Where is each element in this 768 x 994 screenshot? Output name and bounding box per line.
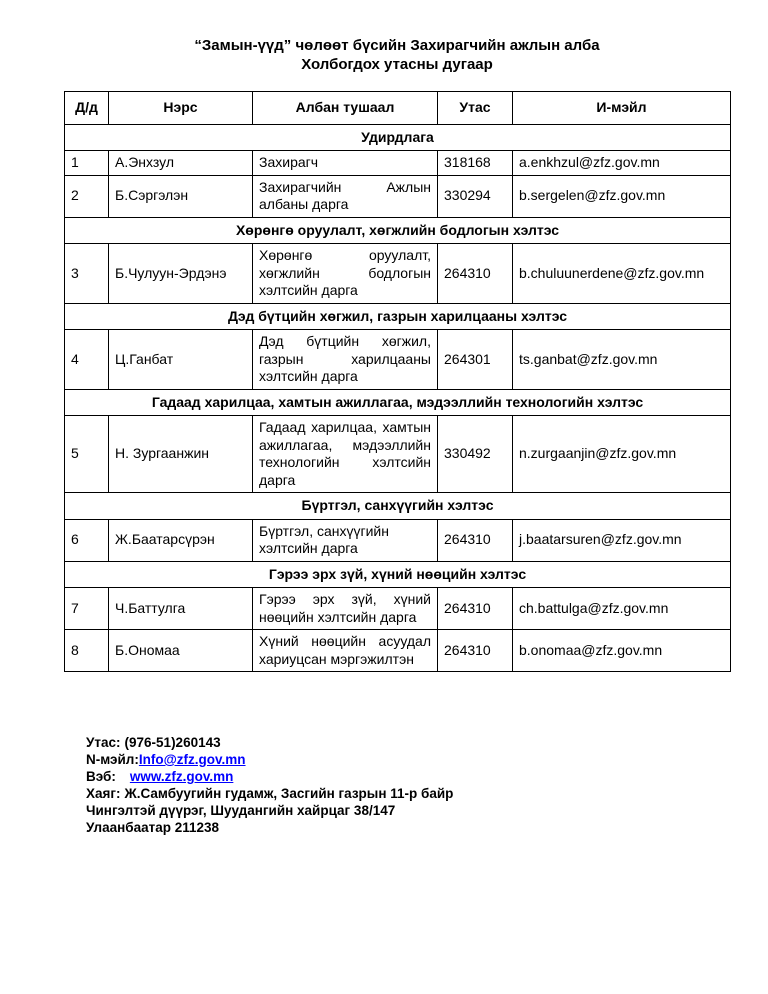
cell-email: ch.battulga@zfz.gov.mn bbox=[513, 588, 731, 630]
footer-phone-label: Утас: bbox=[86, 735, 121, 750]
table-header-row bbox=[65, 92, 731, 125]
cell-email: b.onomaa@zfz.gov.mn bbox=[513, 630, 731, 672]
cell-email: ts.ganbat@zfz.gov.mn bbox=[513, 330, 731, 390]
contacts-table bbox=[64, 91, 731, 672]
cell-phone: 264310 bbox=[438, 630, 513, 672]
cell-phone: 264310 bbox=[438, 244, 513, 304]
table-row bbox=[65, 519, 731, 561]
table-row bbox=[65, 175, 731, 217]
cell-name: Н. Зургаанжин bbox=[109, 416, 253, 493]
column-header-phone: Утас bbox=[438, 92, 513, 125]
cell-name: Ч.Баттулга bbox=[109, 588, 253, 630]
footer-phone-value: (976-51)260143 bbox=[124, 735, 221, 750]
cell-position: Гэрээ эрх зүй, хүний нөөцийн хэлтсийн дарга bbox=[253, 588, 438, 630]
cell-phone: 264310 bbox=[438, 519, 513, 561]
cell-position: Захирагчийн Ажлын албаны дарга bbox=[253, 175, 438, 217]
cell-name: Ж.Баатарсүрэн bbox=[109, 519, 253, 561]
cell-phone: 264310 bbox=[438, 588, 513, 630]
cell-phone: 318168 bbox=[438, 151, 513, 176]
section-title: Гадаад харилцаа, хамтын ажиллагаа, мэдээллийн технологийн хэлтэс bbox=[65, 389, 731, 416]
footer-web-link[interactable]: www.zfz.gov.mn bbox=[129, 769, 234, 784]
cell-email: b.sergelen@zfz.gov.mn bbox=[513, 175, 731, 217]
cell-position: Хүний нөөцийн асуудал хариуцсан мэргэжилтэн bbox=[253, 630, 438, 672]
section-header-row bbox=[65, 389, 731, 416]
footer-address-label: Хаяг: bbox=[86, 786, 121, 801]
cell-number: 6 bbox=[65, 519, 109, 561]
footer-address-line-1 bbox=[86, 785, 730, 802]
section-header-row bbox=[65, 561, 731, 588]
footer-email-line bbox=[86, 751, 730, 768]
section-title: Гэрээ эрх зүй, хүний нөөцийн хэлтэс bbox=[65, 561, 731, 588]
cell-number: 2 bbox=[65, 175, 109, 217]
cell-position: Хөрөнгө оруулалт, хөгжлийн бодлогын хэлтсийн дарга bbox=[253, 244, 438, 304]
title-line-2: Холбогдох утасны дугаар bbox=[301, 56, 493, 73]
cell-number: 5 bbox=[65, 416, 109, 493]
cell-email: n.zurgaanjin@zfz.gov.mn bbox=[513, 416, 731, 493]
cell-email: a.enkhzul@zfz.gov.mn bbox=[513, 151, 731, 176]
cell-phone: 330492 bbox=[438, 416, 513, 493]
cell-name: А.Энхзул bbox=[109, 151, 253, 176]
footer-address-line-3: Улаанбаатар 211238 bbox=[86, 820, 220, 835]
section-header-row bbox=[65, 303, 731, 330]
section-title: Удирдлага bbox=[65, 124, 731, 151]
section-title: Бүртгэл, санхүүгийн хэлтэс bbox=[65, 493, 731, 520]
cell-name: Б.Чулуун-Эрдэнэ bbox=[109, 244, 253, 304]
document-content bbox=[64, 0, 730, 836]
table-row bbox=[65, 588, 731, 630]
section-header-row bbox=[65, 217, 731, 244]
column-header-email: И-мэйл bbox=[513, 92, 731, 125]
cell-number: 4 bbox=[65, 330, 109, 390]
footer-web-label: Вэб: bbox=[86, 769, 116, 784]
footer-address-line-2: Чингэлтэй дүүрэг, Шуудангийн хайрцаг 38/147 bbox=[86, 803, 396, 818]
table-row bbox=[65, 416, 731, 493]
section-title: Хөрөнгө оруулалт, хөгжлийн бодлогын хэлтэс bbox=[65, 217, 731, 244]
cell-name: Б.Сэргэлэн bbox=[109, 175, 253, 217]
cell-name: Б.Ономаа bbox=[109, 630, 253, 672]
cell-number: 1 bbox=[65, 151, 109, 176]
contact-footer bbox=[64, 734, 730, 836]
table-row bbox=[65, 151, 731, 176]
column-header-name: Нэрс bbox=[109, 92, 253, 125]
section-header-row bbox=[65, 493, 731, 520]
footer-address-value: Ж.Самбуугийн гудамж, Засгийн газрын 11-р байр bbox=[124, 786, 454, 801]
footer-email-label: N-мэйл: bbox=[86, 752, 139, 767]
footer-email-link[interactable]: Info@zfz.gov.mn bbox=[138, 752, 246, 767]
cell-number: 8 bbox=[65, 630, 109, 672]
table-row bbox=[65, 244, 731, 304]
table-row bbox=[65, 330, 731, 390]
cell-number: 3 bbox=[65, 244, 109, 304]
cell-phone: 264301 bbox=[438, 330, 513, 390]
cell-position: Захирагч bbox=[253, 151, 438, 176]
cell-phone: 330294 bbox=[438, 175, 513, 217]
footer-phone-line bbox=[86, 734, 730, 751]
section-header-row bbox=[65, 124, 731, 151]
column-header-position: Албан тушаал bbox=[253, 92, 438, 125]
cell-position: Бүртгэл, санхүүгийн хэлтсийн дарга bbox=[253, 519, 438, 561]
cell-position: Гадаад харилцаа, хамтын ажиллагаа, мэдээллийн технологийн хэлтсийн дарга bbox=[253, 416, 438, 493]
column-header-number: Д/д bbox=[65, 92, 109, 125]
document-title bbox=[64, 36, 730, 74]
section-title: Дэд бүтцийн хөгжил, газрын харилцааны хэлтэс bbox=[65, 303, 731, 330]
title-line-1: “Замын-үүд” чөлөөт бүсийн Захирагчийн ажлын алба bbox=[194, 37, 600, 54]
table-row bbox=[65, 630, 731, 672]
cell-number: 7 bbox=[65, 588, 109, 630]
cell-position: Дэд бүтцийн хөгжил, газрын харилцааны хэлтсийн дарга bbox=[253, 330, 438, 390]
cell-name: Ц.Ганбат bbox=[109, 330, 253, 390]
footer-web-line bbox=[86, 768, 730, 785]
cell-email: b.chuluunerdene@zfz.gov.mn bbox=[513, 244, 731, 304]
cell-email: j.baatarsuren@zfz.gov.mn bbox=[513, 519, 731, 561]
